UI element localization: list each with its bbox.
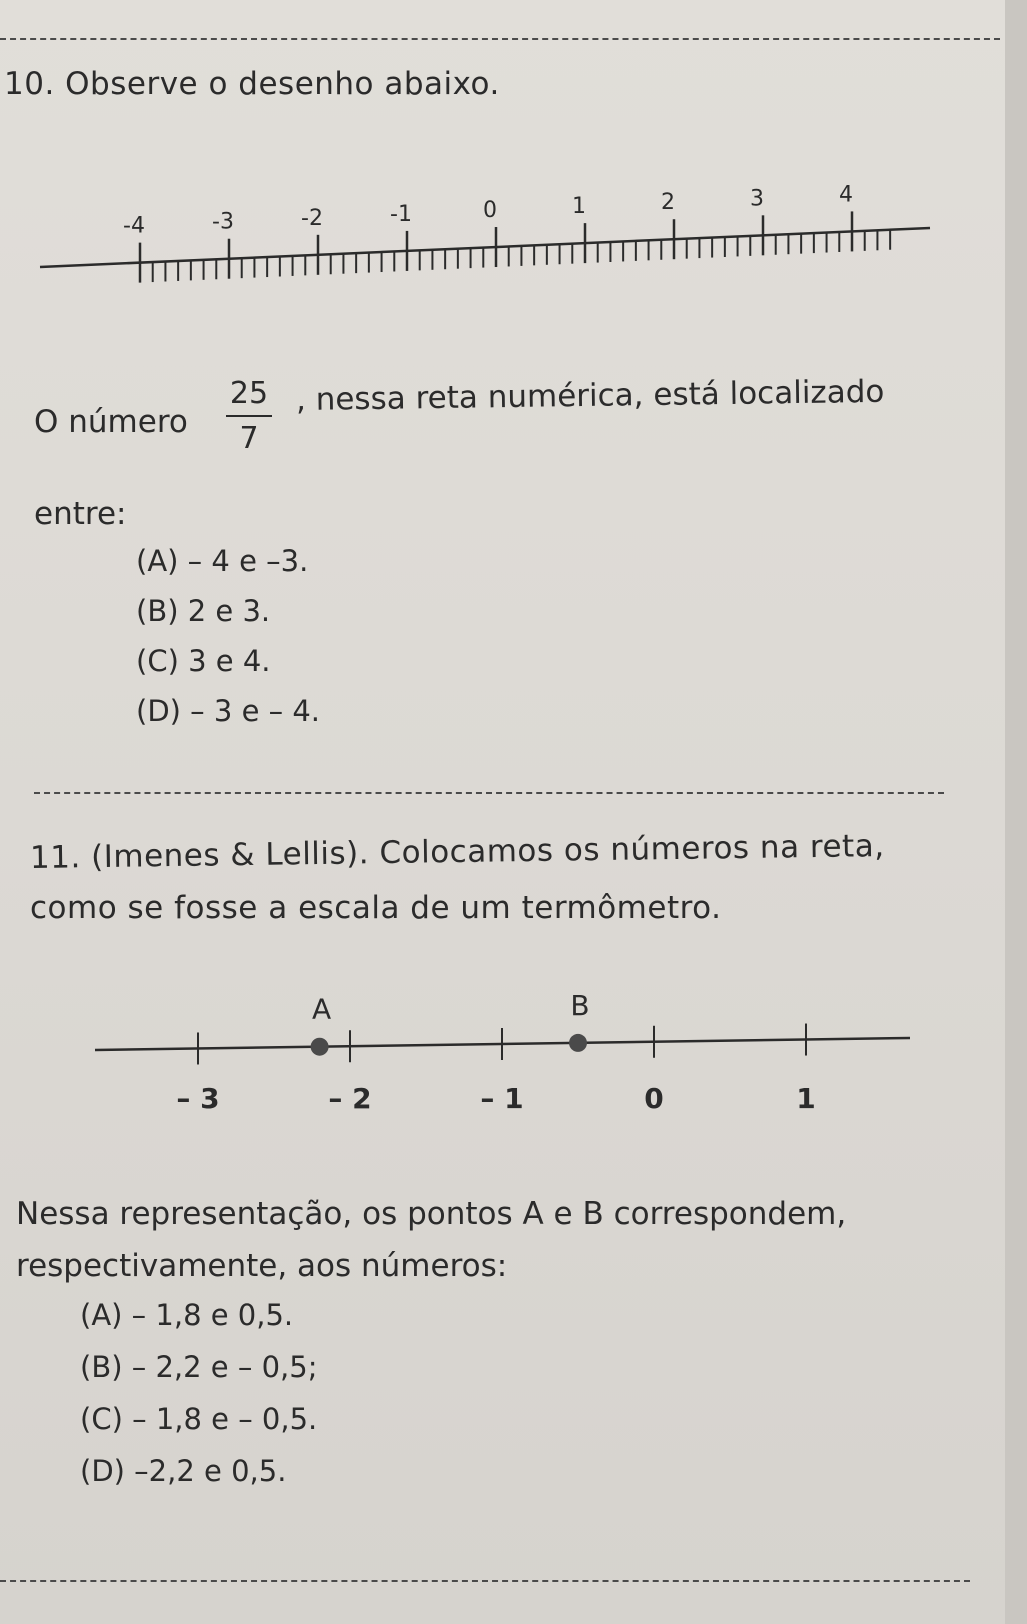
q11-tick-label: – 1 bbox=[480, 1082, 524, 1115]
q11-option-a: (A) – 1,8 e 0,5. bbox=[80, 1298, 294, 1332]
q10-number-line bbox=[0, 0, 1027, 300]
q11-tick-label: – 2 bbox=[328, 1082, 372, 1115]
q11-tick-label: – 3 bbox=[176, 1082, 220, 1115]
point-b-marker bbox=[569, 1034, 587, 1052]
q11-option-c: (C) – 1,8 e – 0,5. bbox=[80, 1402, 318, 1436]
q11-text-line2: respectivamente, aos números: bbox=[16, 1248, 508, 1284]
q11-heading-line2: como se fosse a escala de um termômetro. bbox=[30, 890, 722, 926]
point-a-marker bbox=[311, 1038, 329, 1056]
q10-tick-label: 3 bbox=[750, 186, 764, 212]
q11-tick-label: 1 bbox=[796, 1082, 816, 1115]
q11-heading-line1: 11. (Imenes & Lellis). Colocamos os números na reta, bbox=[29, 828, 885, 876]
q10-tick-label: -3 bbox=[212, 209, 234, 235]
q10-heading: 10. Observe o desenho abaixo. bbox=[4, 66, 500, 102]
q11-option-d: (D) –2,2 e 0,5. bbox=[80, 1454, 287, 1488]
q10-tick-label: 0 bbox=[483, 198, 497, 224]
fraction-bar bbox=[226, 415, 272, 417]
q11-option-b: (B) – 2,2 e – 0,5; bbox=[80, 1350, 318, 1384]
q10-text-entre: entre: bbox=[34, 496, 127, 532]
point-a-label: A bbox=[312, 992, 332, 1026]
q10-tick-label: -1 bbox=[390, 201, 412, 227]
q10-axis-line bbox=[40, 228, 930, 267]
q11-text-line1: Nessa representação, os pontos A e B correspondem, bbox=[16, 1196, 847, 1232]
q10-option-a: (A) – 4 e –3. bbox=[136, 544, 309, 578]
q10-tick-label: 1 bbox=[572, 194, 586, 220]
point-b-label: B bbox=[570, 988, 590, 1022]
q10-text-after: , nessa reta numérica, está localizado bbox=[295, 373, 885, 418]
middle-divider bbox=[34, 792, 944, 794]
q10-tick-label: -4 bbox=[123, 213, 145, 239]
bottom-divider bbox=[0, 1580, 970, 1582]
q10-tick-label: 4 bbox=[839, 182, 853, 208]
q10-text-before: O número bbox=[34, 404, 188, 440]
q10-option-b: (B) 2 e 3. bbox=[136, 594, 271, 628]
q10-tick-label: 2 bbox=[661, 190, 675, 216]
q11-tick-label: 0 bbox=[644, 1082, 664, 1115]
fraction-denominator: 7 bbox=[239, 421, 259, 456]
q10-option-c: (C) 3 e 4. bbox=[136, 644, 271, 678]
fraction-numerator: 25 bbox=[229, 376, 269, 411]
q10-fraction bbox=[226, 376, 272, 456]
q10-option-d: (D) – 3 e – 4. bbox=[136, 694, 321, 728]
q10-tick-label: -2 bbox=[301, 205, 323, 231]
